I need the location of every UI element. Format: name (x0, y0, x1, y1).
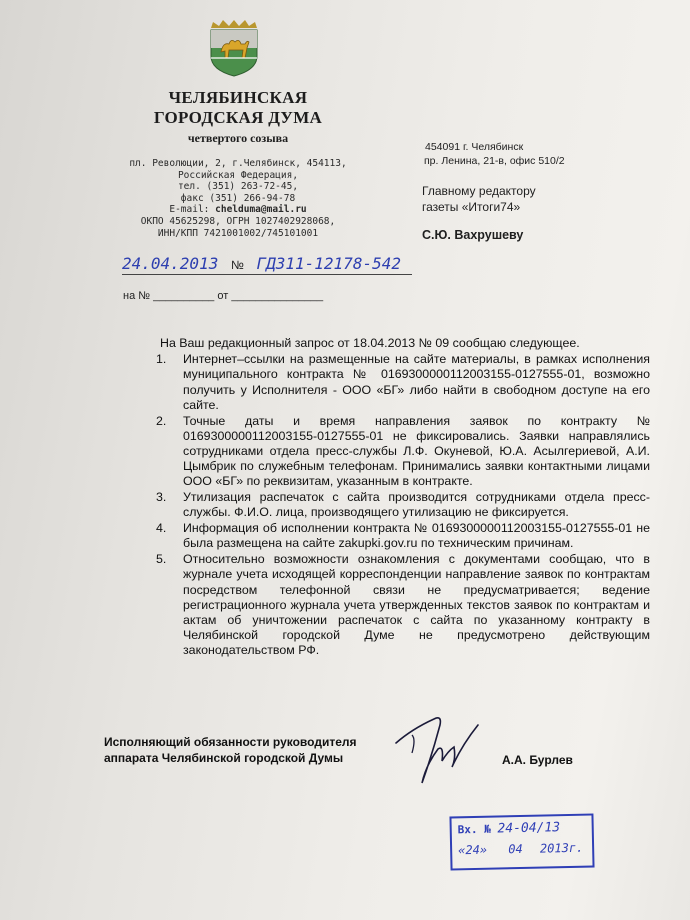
recipient-title: Главному редактору (422, 184, 536, 198)
item-number: 4. (156, 521, 167, 536)
reference-blank2: _______________ (231, 290, 324, 302)
registration-underline (122, 274, 412, 275)
institution-contacts (110, 158, 366, 239)
stamp-number: 24-04/13 (497, 820, 561, 837)
list-item (150, 490, 650, 520)
item-text: Интернет–ссылки на размещенные на сайте материалы, в рамках исполнения муниципального контракта № 0169300000112003155-0127555-01, возможно получить у Исполнителя - ООО «БГ» либо найти в свободном доступе на его сайте. (183, 352, 650, 412)
item-text: Относительно возможности ознакомления с документами сообщаю, что в журнале учета исходящей корреспонденции направление заявок по контрактам посредством телефонной связи не предусматривается; ведение регистрационного журнала учета утвержденных текстов заявок по контрактам и актам об уничтожении распечаток с сайта по указанному контракту в Челябинской городской Думе не предусмотрено действующим законодательством РФ. (183, 552, 650, 658)
stamp-number-row (458, 820, 561, 837)
item-text: Информация об исполнении контракта № 0169300000112003155-0127555-01 не была размещена на сайте zakupki.gov.ru по техническим причинам. (183, 521, 650, 551)
item-number: 1. (156, 352, 167, 367)
stamp-month: 04 (508, 841, 523, 857)
item-number: 3. (156, 490, 167, 505)
list-item (150, 521, 650, 551)
institution-name-line1: ЧЕЛЯБИНСКАЯ (168, 88, 308, 107)
stamp-date-row (458, 841, 583, 858)
reference-blank: __________ (153, 290, 215, 302)
registration-no-label: № (230, 258, 244, 272)
response-list (150, 352, 650, 658)
item-number: 2. (156, 413, 167, 428)
registration-number: ГДЗ11-12178-542 (256, 254, 401, 273)
recipient-name: С.Ю. Вахрушеву (422, 228, 524, 242)
recipient-address-line2: пр. Ленина, 21-в, офис 510/2 (424, 155, 565, 167)
list-item (150, 414, 650, 490)
contact-email-row (110, 204, 366, 216)
recipient-address-line1: 454091 г. Челябинск (425, 141, 524, 153)
contact-inn: ИНН/КПП 7421001002/745101001 (157, 227, 319, 239)
contact-tel: тел. (351) 263-72-45, (177, 181, 299, 193)
signatory-name: А.А. Бурлев (502, 753, 573, 767)
registration-date: 24.04.2013 (122, 254, 219, 273)
reference-line (123, 290, 323, 302)
reference-from: от (217, 290, 229, 302)
contact-okpo: ОКПО 45625298, ОГРН 1027402928068, (140, 215, 336, 227)
signatory-title-line1: Исполняющий обязанности руководителя (104, 735, 357, 749)
convocation: четвертого созыва (187, 131, 289, 145)
contact-address1: пл. Революции, 2, г.Челябинск, 454113, (129, 158, 347, 169)
item-text: Утилизация распечаток с сайта производится сотрудниками отдела пресс-службы. Ф.И.О. лица, производящего утилизацию не фиксируется. (183, 490, 650, 520)
city-coat-of-arms-icon (203, 18, 265, 78)
recipient (422, 183, 536, 243)
list-item (150, 552, 650, 658)
recipient-address (425, 140, 565, 168)
signatory-title-line2: аппарата Челябинской городской Думы (104, 751, 344, 765)
email-link[interactable]: chelduma@mail.ru (215, 204, 307, 216)
email-label: E-mail: (169, 204, 210, 216)
intro-paragraph: На Ваш редакционный запрос от 18.04.2013 № 09 сообщаю следующее. (160, 336, 580, 350)
item-text: Точные даты и время направления заявок по контракту № 0169300000112003155-0127555-01 не фиксировались. Заявки направлялись сотрудниками отдела пресс-службы Л.Ф. Окуневой, Ю.А. Асылгериевой, А.И. Цымбрик по служебным телефонам. Принимались заявки контактными лицами ООО «БГ» по реквизитам, указанным в контракте. (183, 413, 650, 489)
stamp-day: «24» (458, 842, 488, 858)
signatory-title (104, 734, 357, 766)
contact-fax: факс (351) 266-94-78 (180, 192, 296, 204)
letter-body (150, 336, 650, 659)
stamp-label: Вх. № (457, 822, 491, 837)
institution-name-line2: ГОРОДСКАЯ ДУМА (153, 108, 323, 127)
incoming-registration-stamp (449, 813, 594, 870)
list-item (150, 352, 650, 413)
contact-address2: Российская Федерация, (177, 169, 299, 181)
stamp-year: 2013г. (539, 840, 584, 856)
item-number: 5. (156, 552, 167, 567)
outgoing-registration (122, 254, 401, 273)
institution-header (130, 88, 346, 146)
recipient-publication: газеты «Итоги74» (422, 200, 521, 214)
handwritten-signature-icon (382, 705, 492, 795)
reference-label: на № (123, 290, 151, 302)
